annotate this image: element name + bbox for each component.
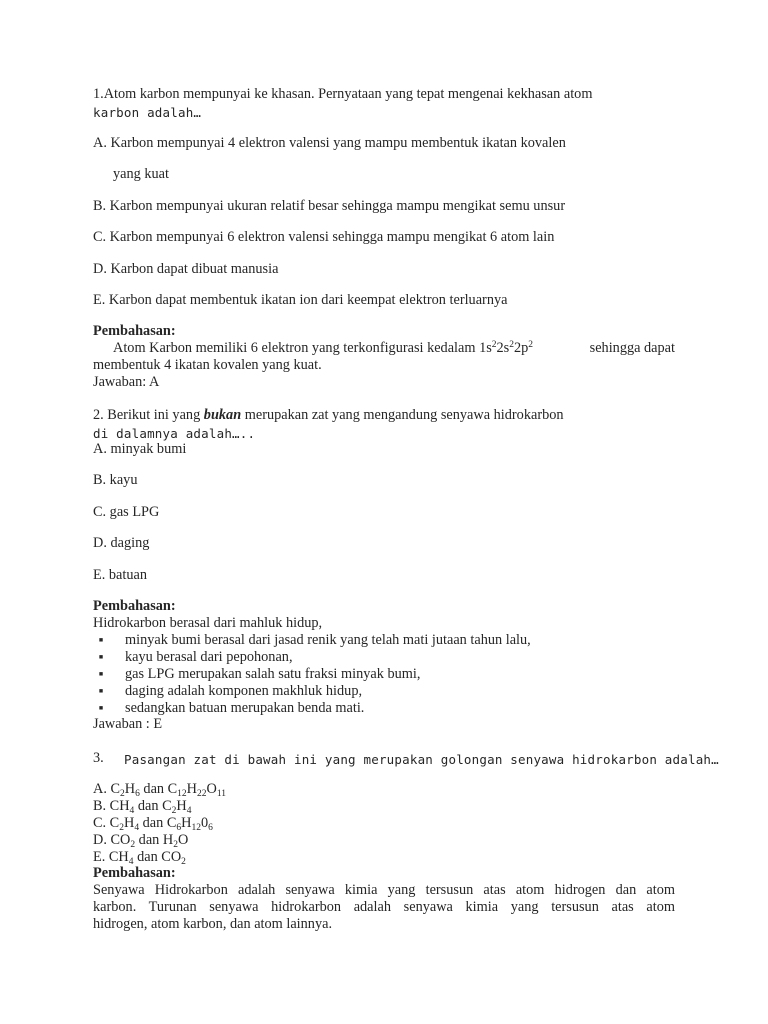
q1-option-a-cont: yang kuat [113,166,169,182]
q2-emphasis: bukan [203,407,242,423]
q1-question-line2: karbon adalah… [93,105,202,120]
q3-pembahasan-label: Pembahasan: [93,865,176,881]
q2-answer: Jawaban : E [93,716,163,732]
q3-option-e: E. $CH_4$ dan $CO_2$ [93,849,186,867]
bullet-icon: ■ [98,704,104,712]
q1-option-d: D. Karbon dapat dibuat manusia [93,261,279,277]
list-item: ■ minyak bumi berasal dari jasad renik yang telah mati jutaan tahun lalu, [98,632,531,648]
q3-option-b: B. $CH_4$ dan $C_2H_4$ [93,798,192,816]
q1-option-b: B. Karbon mempunyai ukuran relatif besar sehingga mampu mengikat semu unsur [93,198,566,214]
q2-option-a: A. minyak bumi [93,441,187,457]
q2-question-line2: di dalamnya adalah….. [93,426,256,441]
bullet-icon: ■ [98,653,104,661]
q3-number: 3. [93,750,104,766]
list-item: ■ sedangkan batuan merupakan benda mati. [98,700,365,716]
q1-answer: Jawaban: A [93,374,160,390]
q2-pembahasan-label: Pembahasan: [93,598,176,614]
q1-question-line1: 1.Atom karbon mempunyai ke khasan. Pernyataan yang tepat mengenai kekhasan atom [93,86,593,102]
q2-explanation-intro: Hidrokarbon berasal dari mahluk hidup, [93,615,323,631]
q2-option-d: D. daging [93,535,150,551]
q2-option-c: C. gas LPG [93,504,160,520]
q3-explanation-line2: karbon. Turunan senyawa hidrokarbon adalah senyawa kimia yang tersusun atas atom [93,899,675,915]
q3-option-d: D. $CO_2$ dan $H_2O$ [93,832,189,850]
q1-pembahasan-label: Pembahasan: [93,323,176,339]
q1-option-e: E. Karbon dapat membentuk ikatan ion dari keempat elektron terluarnya [93,292,508,308]
bullet-icon: ■ [98,687,104,695]
q1-explanation-line2: membentuk 4 ikatan kovalen yang kuat. [93,357,322,373]
q1-option-a: A. Karbon mempunyai 4 elektron valensi yang mampu membentuk ikatan kovalen [93,135,566,151]
q3-option-c: C. $C_2H_4$ dan $C_6H_{12}0_6$ [93,815,213,833]
list-item: ■ gas LPG merupakan salah satu fraksi minyak bumi, [98,666,421,682]
q3-explanation-line1: Senyawa Hidrokarbon adalah senyawa kimia yang tersusun atas atom hidrogen dan atom [93,882,675,898]
q3-option-a: A. $C_2H_6$ dan $C_{12}H_{22}O_{11}$ [93,781,226,799]
q1-option-c: C. Karbon mempunyai 6 elektron valensi sehingga mampu mengikat 6 atom lain [93,229,555,245]
q2-option-e: E. batuan [93,567,147,583]
q2-option-b: B. kayu [93,472,138,488]
q3-question: Pasangan zat di bawah ini yang merupakan golongan senyawa hidrokarbon adalah… [124,752,719,767]
q1-explanation-tail: sehingga dapat [589,340,675,356]
list-item: ■ daging adalah komponen makhluk hidup, [98,683,363,699]
q2-question-line1: 2. Berikut ini yang bukan merupakan zat yang mengandung senyawa hidrokarbon [93,407,564,423]
q1-explanation-text: Atom Karbon memiliki 6 elektron yang terkonfigurasi kedalam $1s^22s^22p^2$ [113,340,534,356]
bullet-icon: ■ [98,670,104,678]
q1-explanation-line1 [113,340,675,357]
bullet-icon: ■ [98,636,104,644]
q3-explanation-line3: hidrogen, atom karbon, dan atom lainnya. [93,916,333,932]
list-item: ■ kayu berasal dari pepohonan, [98,649,293,665]
